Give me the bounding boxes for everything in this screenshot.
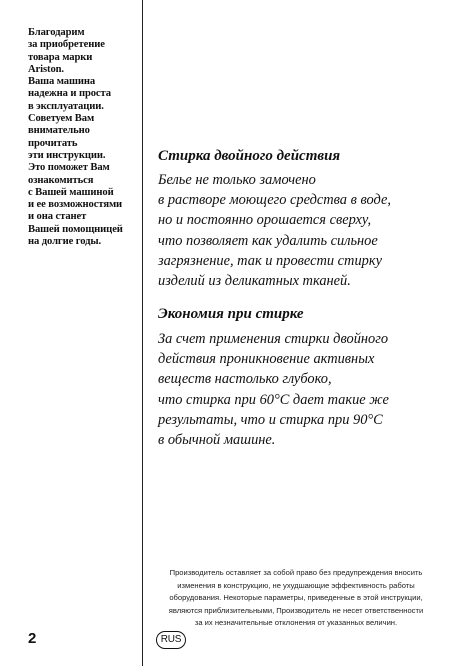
sidebar-line: Советуем Вам: [28, 113, 95, 125]
section-title-double-action-wash: Стирка двойного действия: [158, 148, 341, 164]
column-divider: [142, 0, 143, 666]
body-line: действия проникновение активных: [158, 351, 375, 368]
body-line: в обычной машине.: [158, 432, 276, 449]
section-body-wash-economy: [158, 329, 389, 450]
sidebar-line: в эксплуатации.: [28, 100, 104, 112]
language-badge: RUS: [156, 631, 186, 649]
body-line: что позволяет как удалить сильное: [158, 232, 378, 249]
sidebar-line: внимательно: [28, 125, 90, 137]
sidebar-line: за приобретение: [28, 39, 105, 51]
welcome-sidebar: [28, 27, 140, 248]
body-line: загрязнение, так и провести стирку: [158, 252, 382, 269]
disclaimer-line: являются приблизительными, Производитель не несет ответственности: [168, 605, 424, 615]
body-line: в растворе моющего средства в воде,: [158, 192, 391, 209]
sidebar-line: прочитать: [28, 137, 78, 149]
disclaimer-line: изменения в конструкцию, не ухудшающие эффективность работы: [177, 580, 415, 590]
sidebar-line: надежна и проста: [28, 88, 111, 100]
sidebar-line: товара марки: [28, 51, 93, 63]
body-line: Белье не только замочено: [158, 172, 316, 188]
section-title-wash-economy: Экономия при стирке: [158, 306, 304, 322]
disclaimer-line: Производитель оставляет за собой право без предупреждения вносить: [169, 568, 423, 577]
sidebar-line: на долгие годы.: [28, 236, 102, 248]
sidebar-line: с Вашей машиной: [28, 186, 114, 198]
body-line: но и постоянно орошается сверху,: [158, 212, 372, 229]
sidebar-line: и ее возможностями: [28, 199, 123, 211]
body-line: За счет применения стирки двойного: [158, 331, 389, 347]
sidebar-line: Это поможет Вам: [28, 162, 110, 174]
disclaimer-line: за их незначительные отклонения от указанных величин.: [194, 618, 398, 628]
section-body-double-action-wash: [158, 170, 391, 291]
body-line: веществ настолько глубоко,: [158, 371, 332, 388]
body-line: изделий из деликатных тканей.: [158, 273, 351, 290]
manufacturer-disclaimer: [146, 567, 446, 630]
sidebar-line: Ваша машина: [28, 76, 96, 88]
sidebar-line: эти инструкции.: [28, 149, 106, 161]
body-line: что стирка при 60°С дает такие же: [158, 391, 389, 408]
sidebar-line: Ariston.: [28, 63, 64, 75]
body-line: результаты, что и стирка при 90°С: [158, 411, 383, 428]
sidebar-line: ознакомиться: [28, 174, 94, 186]
sidebar-line: Благодарим: [28, 27, 85, 38]
sidebar-line: Вашей помощницей: [28, 223, 123, 235]
page-number: 2: [28, 630, 37, 647]
disclaimer-line: оборудования. Некоторые параметры, приведенные в этой инструкции,: [169, 593, 423, 603]
sidebar-line: и она станет: [28, 211, 87, 223]
